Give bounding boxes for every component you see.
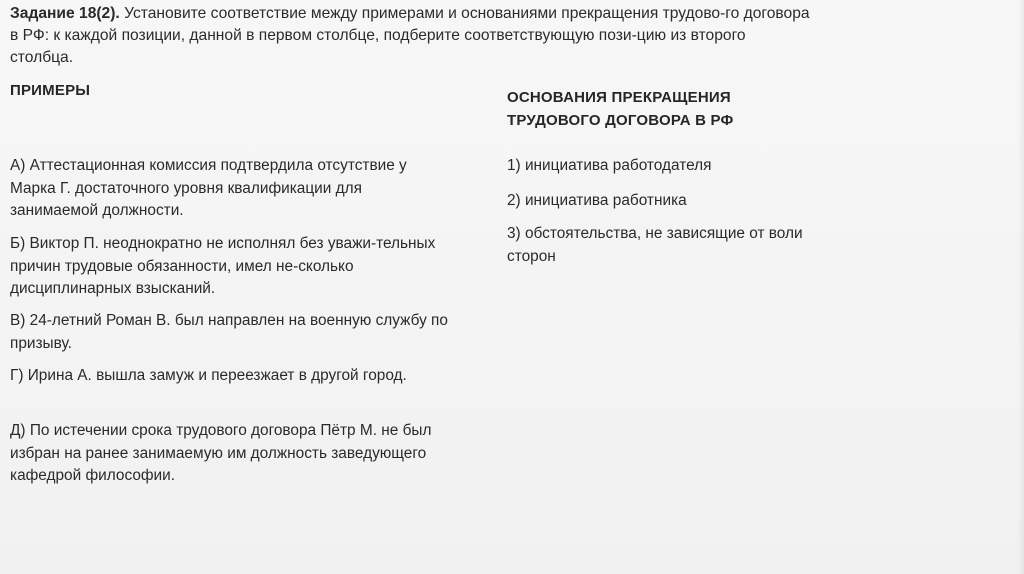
grounds-list — [507, 155, 807, 268]
ground-item-1: 1) инициатива работодателя — [507, 157, 712, 174]
slide-edge-shadow — [1018, 0, 1024, 574]
task-text: Установите соответствие между примерами и основаниями прекращения трудово-го договора в РФ: к каждой позиции, данной в первом столбце, подберите соответствующую пози-цию из второго столбца. — [10, 5, 810, 66]
example-item-b: Б) Виктор П. неоднократно не исполнял без уважи-тельных причин трудовые обязанности, имел не-сколько дисциплинарных взысканий. — [10, 235, 436, 297]
task-number: Задание 18(2). — [10, 5, 120, 22]
task-statement — [10, 3, 810, 69]
examples-header: ПРИМЕРЫ — [10, 82, 91, 99]
example-item-v: В) 24-летний Роман В. был направлен на военную службу по призыву. — [10, 312, 448, 352]
example-item-g: Г) Ирина А. вышла замуж и переезжает в другой город. — [10, 367, 407, 384]
example-item-d: Д) По истечении срока трудового договора Пётр М. не был избран на ранее занимаемую им должность заведующего кафедрой философии. — [10, 422, 432, 484]
ground-item-3: 3) обстоятельства, не зависящие от воли сторон — [507, 225, 803, 265]
ground-item-2: 2) инициатива работника — [507, 192, 687, 209]
grounds-header: ОСНОВАНИЯ ПРЕКРАЩЕНИЯ ТРУДОВОГО ДОГОВОРА В РФ — [507, 89, 734, 129]
example-item-a: А) Аттестационная комиссия подтвердила отсутствие у Марка Г. достаточного уровня квалификации для занимаемой должности. — [10, 157, 407, 219]
examples-list — [10, 155, 450, 494]
